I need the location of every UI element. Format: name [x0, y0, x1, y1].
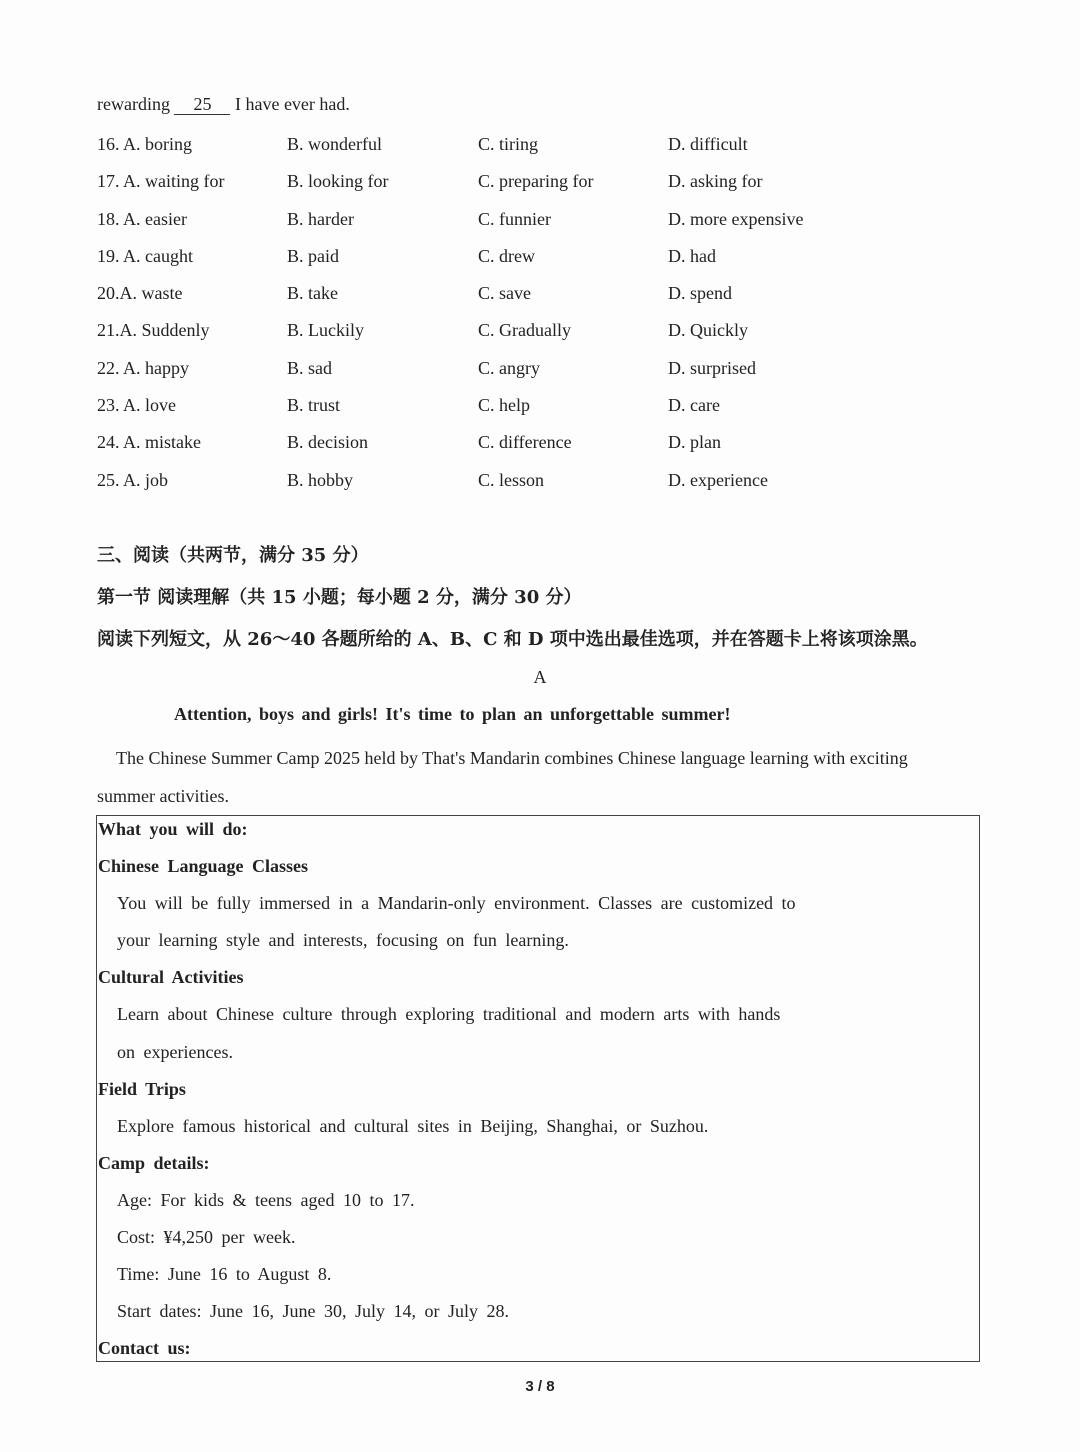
option-b: B. sad [287, 357, 332, 378]
option-row [97, 203, 997, 240]
option-row [97, 464, 997, 501]
option-c: C. Gradually [478, 320, 571, 341]
cloze-text-after: I have ever had. [234, 94, 350, 114]
option-b: B. wonderful [287, 134, 382, 154]
option-c: C. funnier [478, 208, 551, 229]
option-c: C. difference [478, 432, 572, 453]
contact-heading: Contact us: [98, 1338, 191, 1358]
section-heading: 三、阅读（共两节，满分 35 分） [97, 545, 369, 566]
option-d: D. surprised [668, 357, 756, 378]
option-d: D. experience [668, 469, 768, 490]
passage-intro: The Chinese Summer Camp 2025 held by That's Mandarin combines Chinese language learning with exciting summer activities. [97, 748, 908, 806]
option-row [97, 352, 997, 389]
cloze-ending-line [97, 94, 350, 115]
option-row [97, 389, 997, 426]
culture-text-1: Learn about Chinese culture through exploring traditional and modern arts with hands [117, 1004, 781, 1024]
option-c: C. help [478, 395, 530, 416]
option-a: 20.A. waste [97, 283, 183, 304]
details-heading: Camp details: [98, 1153, 210, 1173]
option-b: B. harder [287, 208, 354, 229]
option-row [97, 128, 997, 165]
option-a: 24. A. mistake [97, 432, 201, 453]
option-row [97, 426, 997, 463]
option-a: 22. A. happy [97, 357, 189, 378]
language-heading: Chinese Language Classes [98, 856, 309, 876]
option-a: 25. A. job [97, 469, 169, 490]
field-trips-heading: Field Trips [98, 1079, 186, 1099]
option-b: B. hobby [287, 469, 354, 490]
page-number: 3 / 8 [525, 1378, 555, 1395]
option-c: C. save [478, 283, 531, 304]
passage-letter: A [533, 667, 547, 687]
cloze-blank: 25 [174, 94, 230, 115]
option-d: D. plan [668, 432, 721, 453]
option-a: 23. A. love [97, 395, 176, 416]
option-a: 21.A. Suddenly [97, 320, 210, 341]
option-d: D. asking for [668, 171, 763, 192]
detail-age: Age: For kids & teens aged 10 to 17. [117, 1190, 415, 1210]
cloze-text-before: rewarding [97, 94, 170, 114]
option-a: 17. A. waiting for [97, 171, 225, 192]
passage-title: Attention, boys and girls! It's time to plan an unforgettable summer! [174, 704, 731, 724]
option-d: D. care [668, 395, 720, 416]
option-b: B. decision [287, 432, 368, 453]
option-c: C. drew [478, 245, 535, 266]
option-b: B. Luckily [287, 320, 364, 341]
what-heading: What you will do: [98, 819, 248, 839]
option-row [97, 314, 997, 351]
option-row [97, 165, 997, 202]
option-b: B. looking for [287, 171, 389, 192]
culture-heading: Cultural Activities [98, 967, 244, 987]
option-a: 18. A. easier [97, 208, 187, 229]
section-instruction: 阅读下列短文，从 26～40 各题所给的 A、B、C 和 D 项中选出最佳选项，并在答题卡上将该项涂黑。 [97, 629, 928, 650]
option-c: C. tiring [478, 134, 539, 154]
camp-info-box [96, 815, 980, 1362]
option-row [97, 277, 997, 314]
option-c: C. lesson [478, 469, 545, 490]
cloze-options [97, 128, 997, 501]
option-d: D. Quickly [668, 320, 748, 341]
field-trips-text: Explore famous historical and cultural sites in Beijing, Shanghai, or Suzhou. [117, 1116, 709, 1136]
detail-cost: Cost: ¥4,250 per week. [117, 1227, 296, 1247]
option-a: 16. A. boring [97, 134, 193, 154]
option-b: B. take [287, 283, 338, 304]
option-d: D. difficult [668, 134, 748, 154]
option-c: C. preparing for [478, 171, 594, 192]
option-d: D. spend [668, 283, 732, 304]
option-d: D. more expensive [668, 208, 804, 229]
language-text-2: your learning style and interests, focusing on fun learning. [117, 930, 569, 950]
detail-time: Time: June 16 to August 8. [117, 1264, 332, 1284]
culture-text-2: on experiences. [117, 1042, 233, 1062]
section-subheading: 第一节 阅读理解（共 15 小题；每小题 2 分，满分 30 分） [97, 587, 582, 608]
option-c: C. angry [478, 357, 540, 378]
option-d: D. had [668, 245, 716, 266]
option-a: 19. A. caught [97, 245, 193, 266]
detail-start-dates: Start dates: June 16, June 30, July 14, or July 28. [117, 1301, 509, 1321]
option-b: B. paid [287, 245, 339, 266]
option-b: B. trust [287, 395, 341, 416]
language-text-1: You will be fully immersed in a Mandarin-only environment. Classes are customized to [117, 893, 796, 913]
option-row [97, 240, 997, 277]
